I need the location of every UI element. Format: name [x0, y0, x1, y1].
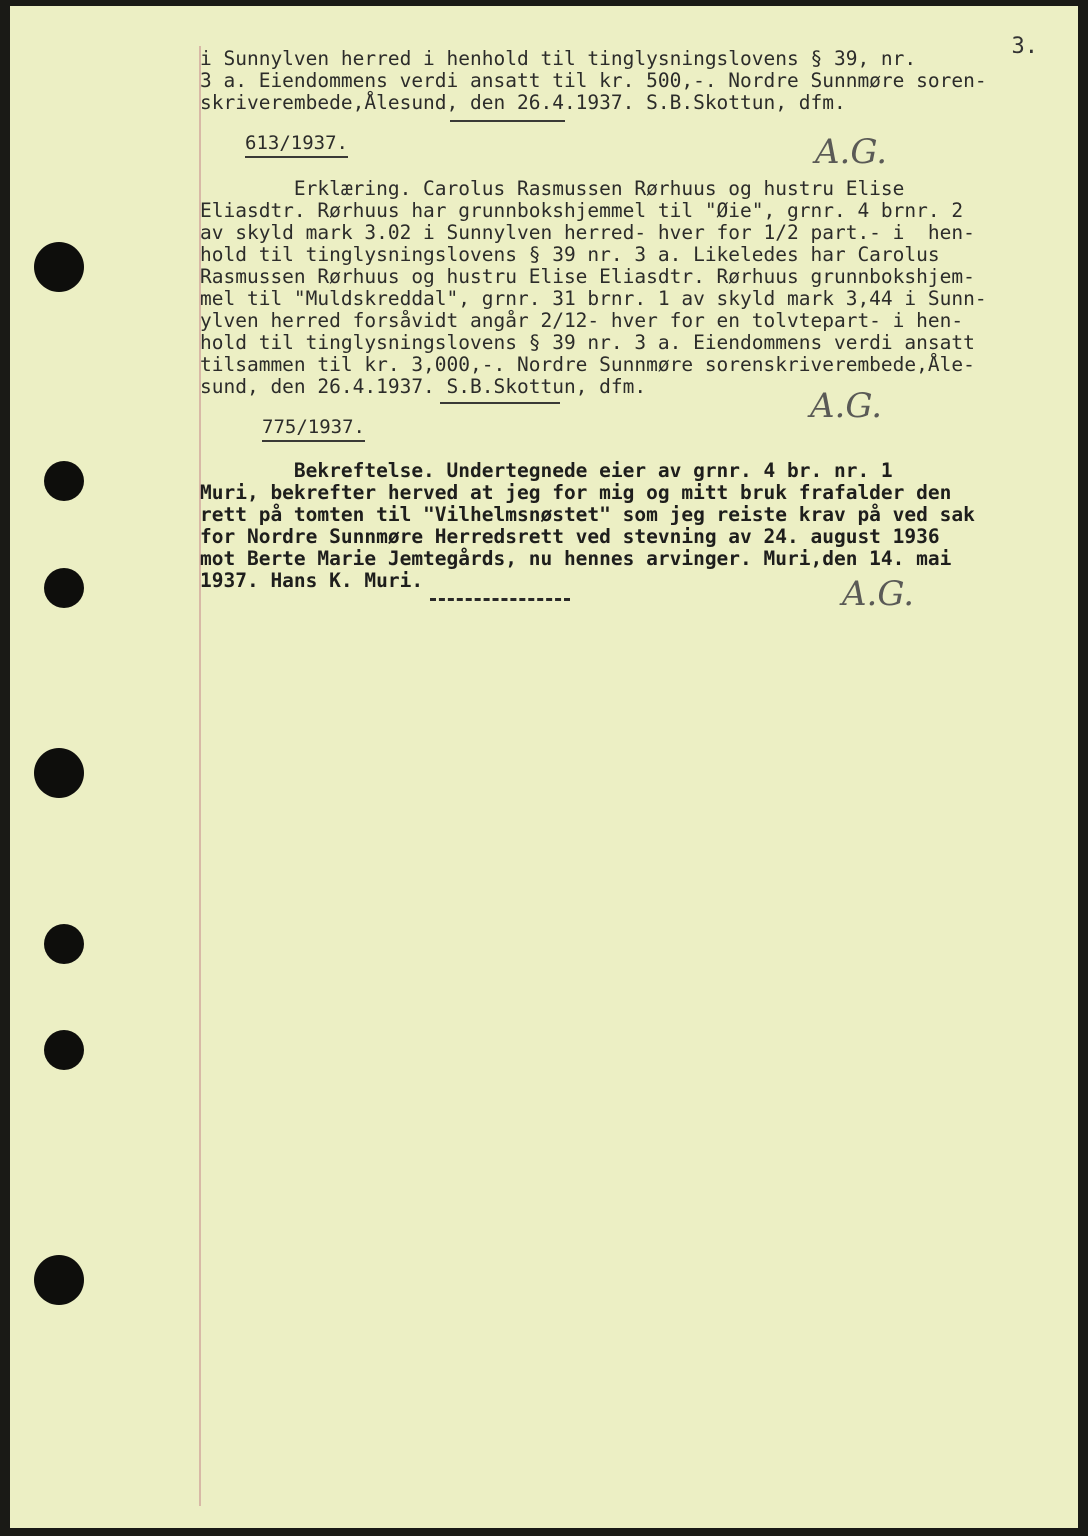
- binder-hole: [44, 1030, 84, 1070]
- entry-line: Eliasdtr. Rørhuus har grunnbokshjemmel til "Øie", grnr. 4 brnr. 2: [200, 199, 964, 222]
- opening-line: 3 a. Eiendommens verdi ansatt til kr. 500,-. Nordre Sunnmøre soren-: [200, 69, 987, 92]
- binder-hole: [34, 1255, 84, 1305]
- entry-line: Muri, bekrefter herved at jeg for mig og mitt bruk frafalder den: [200, 481, 952, 504]
- entry-line: for Nordre Sunnmøre Herredsrett ved stevning av 24. august 1936: [200, 525, 940, 548]
- binder-hole: [44, 461, 84, 501]
- entry-line: mel til "Muldskreddal", grnr. 31 brnr. 1 av skyld mark 3,44 i Sunn-: [200, 287, 987, 310]
- entry-line: Erklæring. Carolus Rasmussen Rørhuus og hustru Elise: [200, 177, 905, 200]
- entry-line: mot Berte Marie Jemtegårds, nu hennes arvinger. Muri,den 14. mai: [200, 547, 952, 570]
- separator-rule: [430, 598, 570, 601]
- binder-hole: [44, 924, 84, 964]
- binder-hole: [34, 748, 84, 798]
- entry-line: sund, den 26.4.1937. S.B.Skottun, dfm.: [200, 375, 647, 398]
- entry-line: 1937. Hans K. Muri.: [200, 569, 424, 592]
- entry-line: hold til tinglysningslovens § 39 nr. 3 a. Eiendommens verdi ansatt: [200, 331, 975, 354]
- signature-initials: A.G.: [810, 386, 883, 426]
- signature-initials: A.G.: [815, 132, 888, 172]
- entry-line: rett på tomten til "Vilhelmsnøstet" som jeg reiste krav på ved sak: [200, 503, 975, 526]
- entry-line: hold til tinglysningslovens § 39 nr. 3 a. Likeledes har Carolus: [200, 243, 940, 266]
- entry-number: 775/1937.: [262, 416, 365, 442]
- binder-hole: [44, 568, 84, 608]
- separator-rule: [450, 120, 565, 122]
- separator-rule: [440, 402, 560, 404]
- entry-number: 613/1937.: [245, 132, 348, 158]
- page-number: 3.: [1011, 34, 1038, 59]
- opening-line: i Sunnylven herred i henhold til tinglysningslovens § 39, nr.: [200, 47, 917, 70]
- entry-line: ylven herred forsåvidt angår 2/12- hver for en tolvtepart- i hen-: [200, 309, 964, 332]
- opening-line: skriverembede,Ålesund, den 26.4.1937. S.B.Skottun, dfm.: [200, 91, 846, 114]
- entry-line: Bekreftelse. Undertegnede eier av grnr. 4 br. nr. 1: [200, 459, 893, 482]
- entry-line: Rasmussen Rørhuus og hustru Elise Eliasdtr. Rørhuus grunnbokshjem-: [200, 265, 975, 288]
- signature-initials: A.G.: [842, 574, 915, 614]
- entry-line: av skyld mark 3.02 i Sunnylven herred- hver for 1/2 part.- i hen-: [200, 221, 975, 244]
- entry-line: tilsammen til kr. 3,000,-. Nordre Sunnmøre sorenskriverembede,Åle-: [200, 353, 975, 376]
- register-page: [10, 6, 1078, 1528]
- binder-hole: [34, 242, 84, 292]
